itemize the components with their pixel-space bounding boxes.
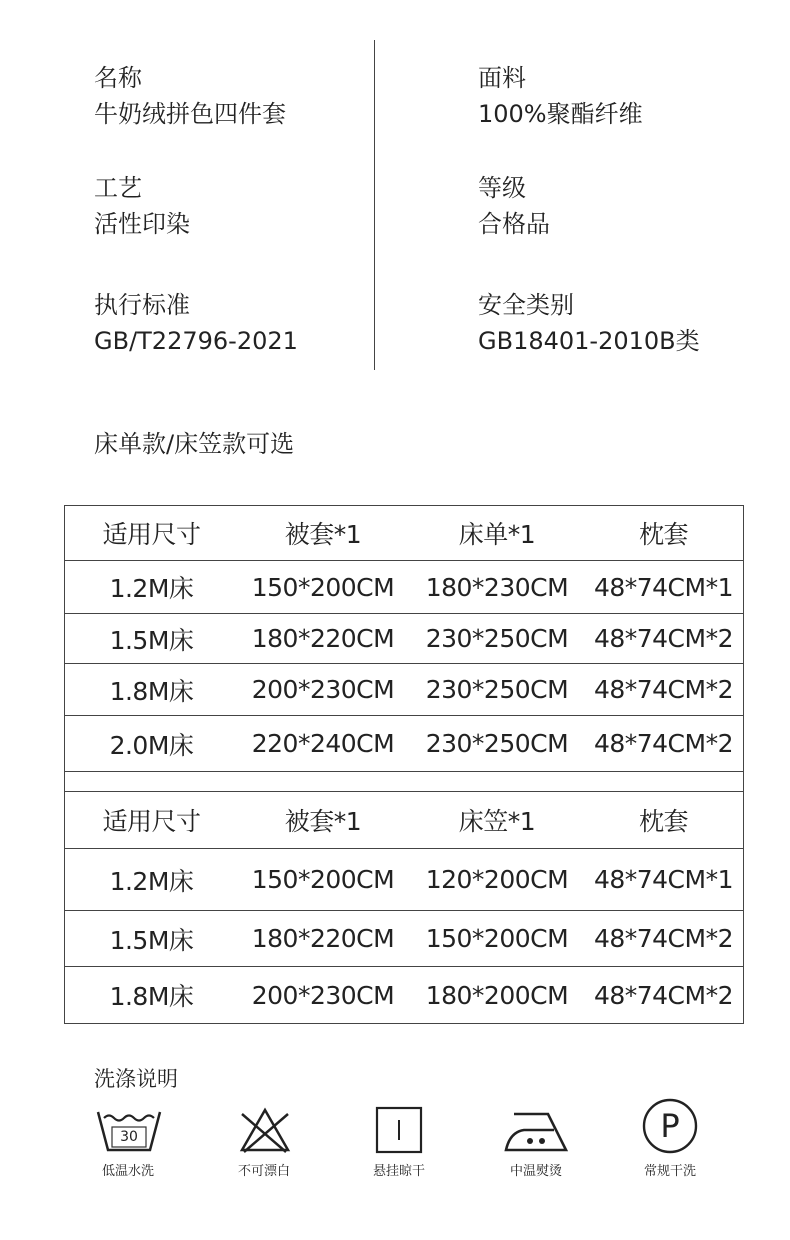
header-cell: 床单*1 [458,520,536,549]
size-table [64,505,744,1024]
spec-value: 合格品 [478,210,550,238]
no-bleach-icon [228,1104,302,1156]
spec-grade [478,170,550,242]
table-cell: 1.2M床 [109,574,194,603]
table-cell: 230*250CM [425,624,569,653]
table-cell: 48*74CM*2 [593,729,733,758]
iron-medium-icon [500,1104,574,1156]
header-cell: 床笠*1 [458,807,536,836]
table-cell: 1.8M床 [109,982,194,1011]
header-cell: 枕套 [638,807,688,836]
table-row [65,561,743,614]
spec-label: 执行标准 [94,291,190,319]
option-note: 床单款/床笠款可选 [94,430,295,458]
table-cell: 180*220CM [251,924,395,953]
table-cell: 180*220CM [251,624,395,653]
table-cell: 200*230CM [251,675,395,704]
table-cell: 48*74CM*1 [593,572,733,602]
hang-dry-icon [362,1104,436,1156]
spec-value: 活性印染 [94,210,190,238]
washing-title: 洗涤说明 [94,1067,178,1091]
spec-safety [478,287,700,359]
table-cell: 48*74CM*2 [593,624,733,653]
spec-standard [94,287,298,359]
table-cell: 48*74CM*2 [593,980,733,1010]
table-row [65,664,743,716]
spec-label: 工艺 [94,174,142,202]
header-cell: 适用尺寸 [102,807,201,836]
table-cell: 48*74CM*1 [593,865,733,894]
table-row [65,716,743,771]
header-cell: 枕套 [638,520,688,549]
wash-label: 中温熨烫 [509,1164,562,1179]
table-cell: 1.5M床 [109,925,194,955]
table-cell: 150*200CM [425,924,569,953]
wash-label: 常规干洗 [643,1164,696,1179]
wash-label: 不可漂白 [237,1164,290,1179]
spec-craft [94,170,190,242]
spec-name [94,60,286,132]
table-cell: 48*74CM*2 [593,924,733,953]
spec-label: 等级 [478,174,526,202]
table-cell: 180*230CM [425,572,569,602]
wash-label: 低温水洗 [101,1164,154,1179]
spec-label: 安全类别 [478,291,574,319]
header-cell: 适用尺寸 [102,520,201,549]
table-cell: 1.8M床 [109,676,194,706]
wash-temp-text: 30 [120,1129,138,1145]
spec-divider [374,40,375,370]
table-cell: 220*240CM [251,729,395,758]
spec-value: GB18401-2010B类 [478,327,700,355]
spec-value: 100%聚酯纤维 [478,100,643,128]
table-cell: 48*74CM*2 [593,675,733,704]
table-cell: 120*200CM [425,865,569,894]
table-cell: 150*200CM [251,865,395,894]
spec-fabric [478,60,643,132]
table-cell: 1.5M床 [109,625,194,655]
table-cell: 150*200CM [251,572,395,602]
table-cell: 200*230CM [251,980,395,1010]
dry-clean-p-icon [633,1098,707,1150]
table-separator [65,771,743,792]
header-cell: 被套*1 [284,807,362,836]
table-row [65,911,743,967]
table-cell: 2.0M床 [109,730,194,760]
spec-value: 牛奶绒拼色四件套 [94,100,286,128]
table-cell: 180*200CM [425,980,569,1010]
spec-label: 名称 [94,64,142,92]
table-row [65,849,743,911]
table-header-row [65,506,743,561]
table-cell: 1.2M床 [109,866,194,896]
table-cell: 230*250CM [425,675,569,704]
dry-clean-letter: P [660,1107,680,1145]
wash-label: 悬挂晾干 [372,1164,425,1179]
table-row [65,967,743,1023]
table-header-row [65,792,743,849]
header-cell: 被套*1 [284,520,362,549]
table-row [65,614,743,664]
spec-value: GB/T22796-2021 [94,327,298,355]
spec-label: 面料 [478,64,526,92]
wash-30-icon [92,1104,166,1156]
table-cell: 230*250CM [425,729,569,758]
